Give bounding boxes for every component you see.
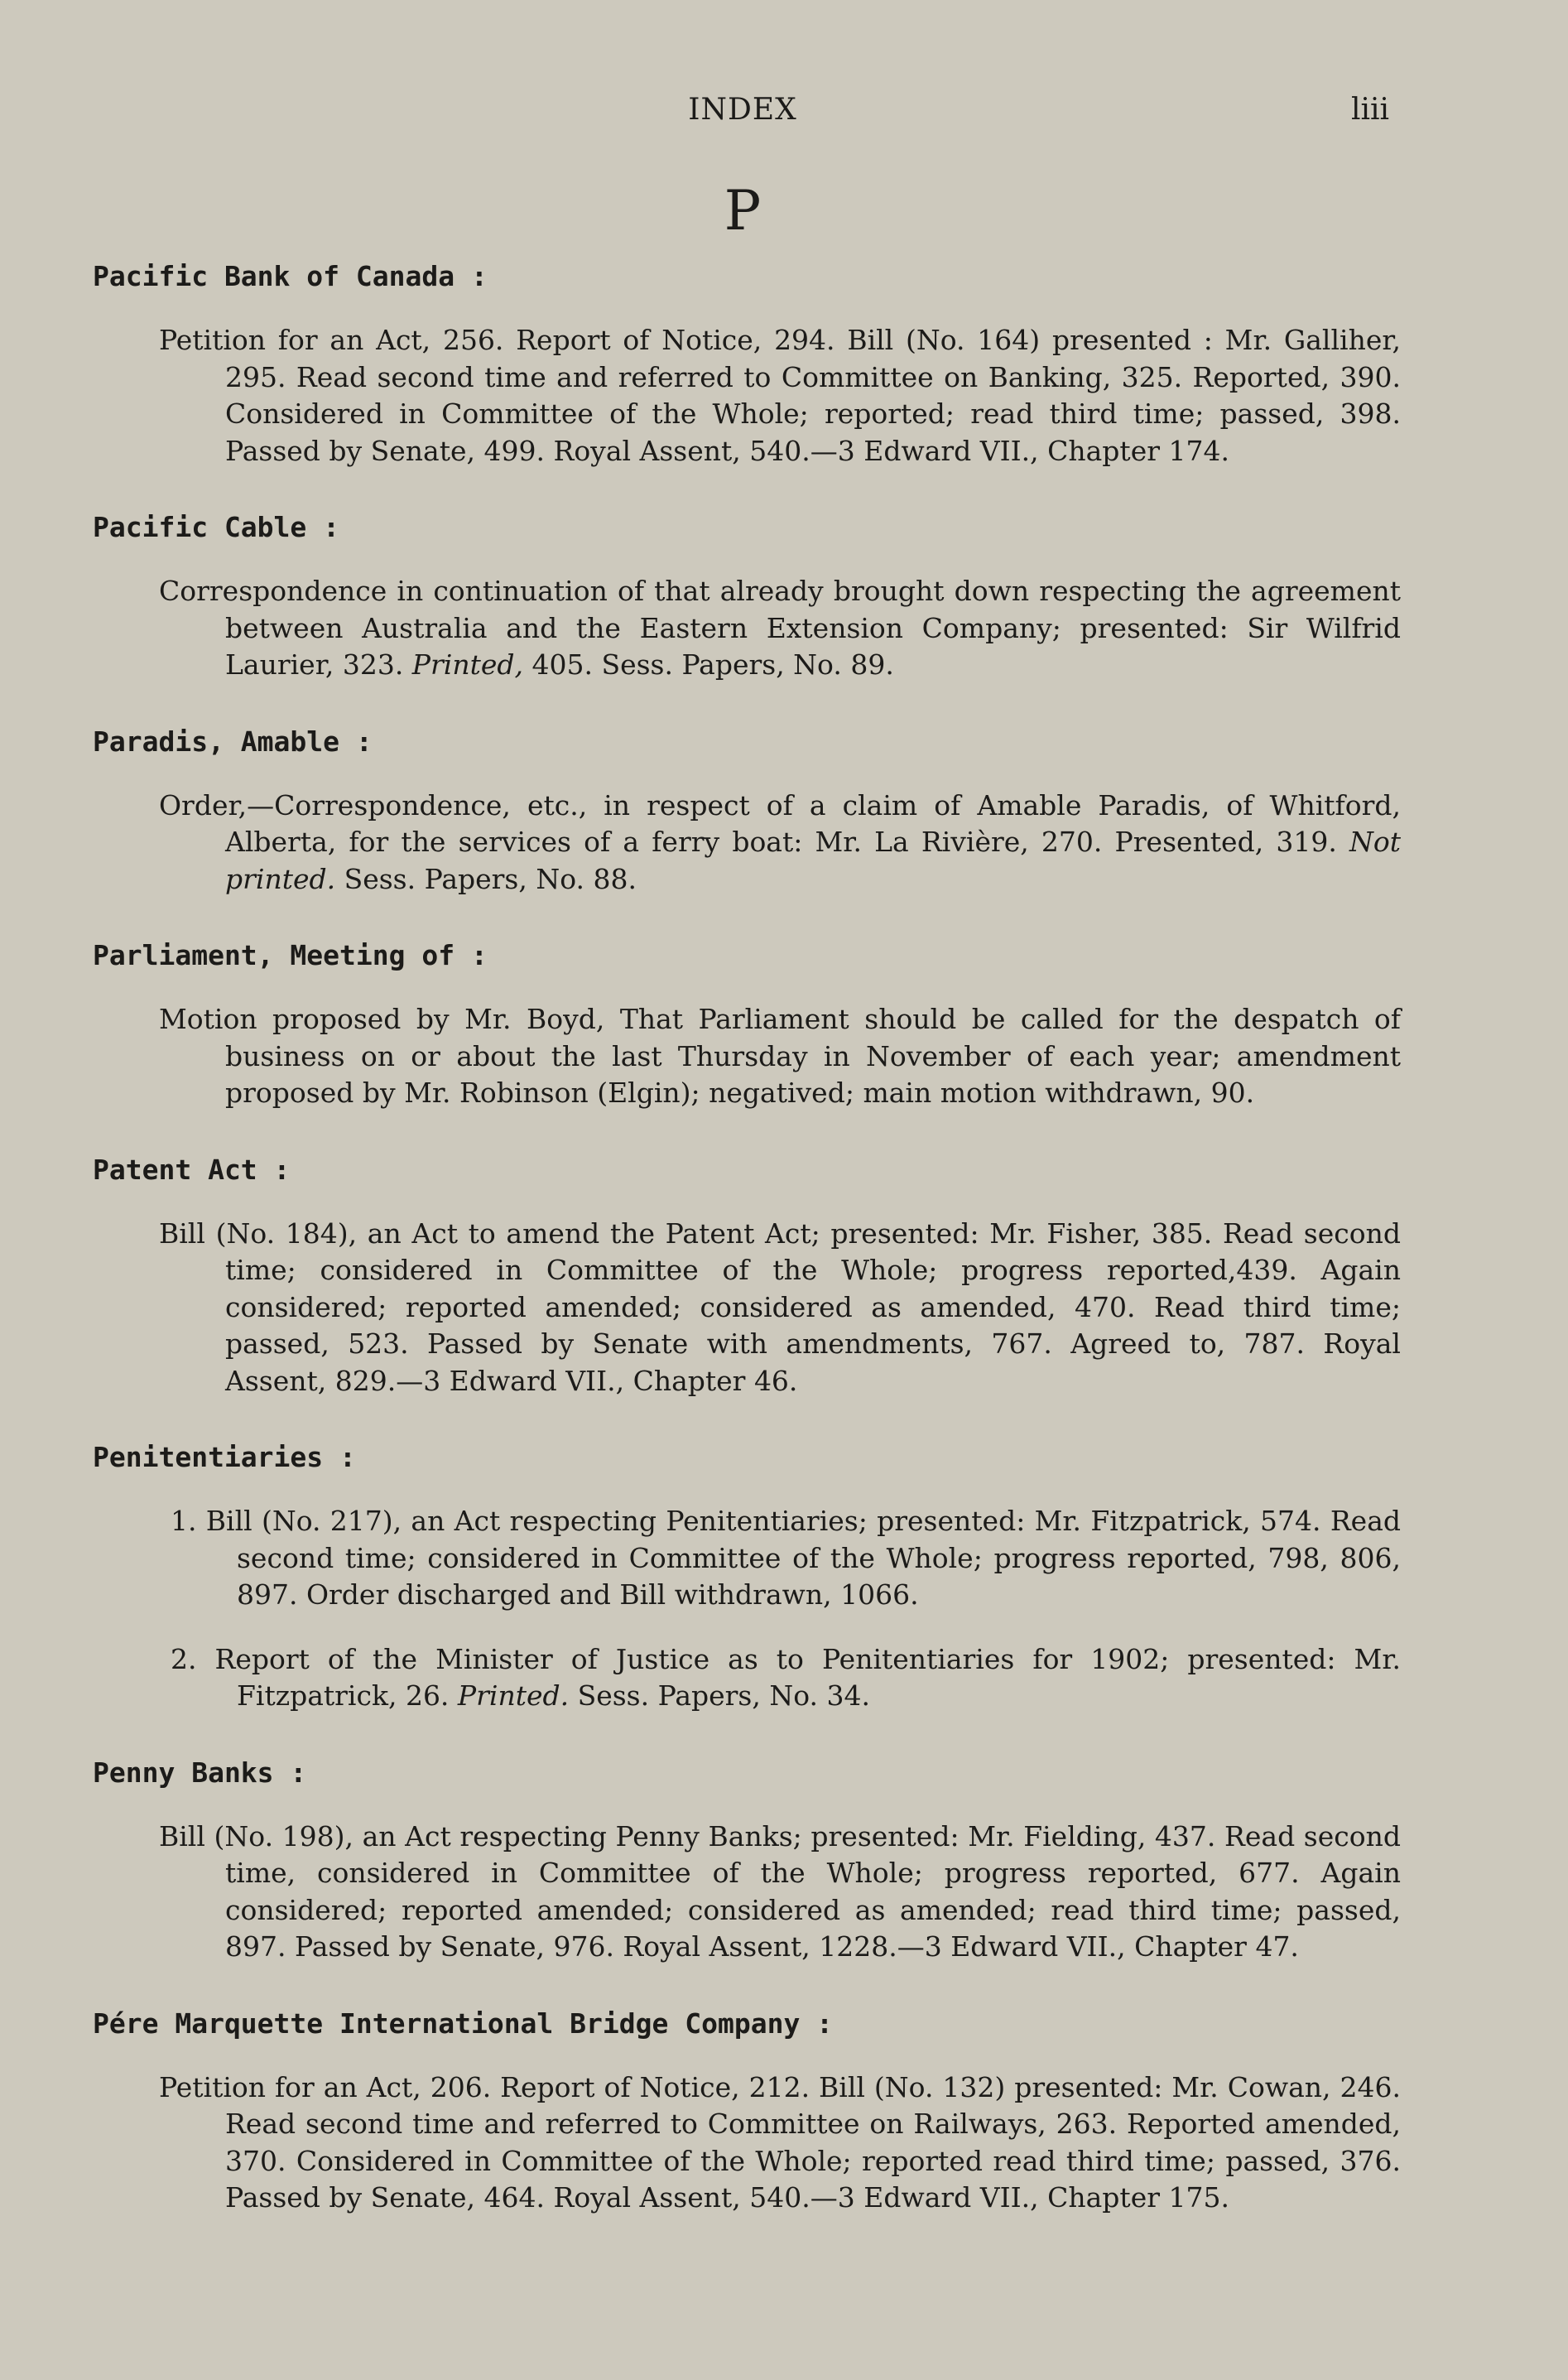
index-entry (93, 2006, 1401, 2217)
entry-text-part: Sess. Papers, No. 34. (569, 1679, 870, 1712)
entry-heading: Pacific Cable : (93, 511, 340, 543)
entry-heading: Pacific Bank of Canada : (93, 260, 488, 292)
entry-text: Petition for an Act, 256. Report of Notice, 294. Bill (No. 164) presented : Mr. Galliher, 295. Read second time and referred to Committee on Banking, 325. Reported, 390. Considered in Committee of the Whole; reported; read third time; passed, 398. Passed by Senate, 499. Royal Assent, 540.—3 Edward VII., Chapter 174. (159, 324, 1401, 467)
entry-text: Bill (No. 198), an Act respecting Penny Banks; presented: Mr. Fielding, 437. Read second time, considered in Committee of the Whole; progress reported, 677. Again considered; reported amended; considered as amended; read third time; passed, 897. Passed by Senate, 976. Royal Assent, 1228.—3 Edward VII., Chapter 47. (159, 1819, 1401, 1963)
entry-heading: Penitentiaries : (93, 1441, 356, 1473)
entry-heading: Pére Marquette International Bridge Company : (93, 2007, 834, 2040)
entry-text-part: Order,—Correspondence, etc., in respect of a claim of Amable Paradis, of Whitford, Alberta, for the services of a ferry boat: Mr. La Rivière, 270. Presented, 319. (159, 788, 1401, 858)
entry-text-italic: Not printed. (225, 826, 1401, 895)
entry-text (171, 1641, 1401, 1715)
index-entry (93, 937, 1401, 1112)
entry-heading: Penny Banks : (93, 1756, 307, 1789)
entry-text-part: Sess. Papers, No. 88. (335, 862, 637, 895)
index-entry (93, 1439, 1401, 1715)
entry-heading: Patent Act : (93, 1153, 291, 1186)
entry-text: 1. Bill (No. 217), an Act respecting Penitentiaries; presented: Mr. Fitzpatrick, 574. Read second time; considered in Committee of the Whole; progress reported, 798, 806, 897. Order discharged and Bill withdrawn, 1066. (171, 1505, 1401, 1611)
entry-text-italic: Printed, (411, 648, 523, 681)
section-letter: P (724, 179, 762, 243)
entry-text: Bill (No. 184), an Act to amend the Patent Act; presented: Mr. Fisher, 385. Read second time; considered in Committee of the Whole; progress reported,439. Again considered; reported amended; considered as amended, 470. Read third time; passed, 523. Passed by Senate with amendments, 767. Agreed to, 787. Royal Assent, 829.—3 Edward VII., Chapter 46. (159, 1216, 1401, 1397)
index-entry (93, 1755, 1401, 1966)
entry-heading: Paradis, Amable : (93, 725, 373, 758)
index-entry (93, 1152, 1401, 1400)
index-entry (93, 724, 1401, 899)
index-entry (93, 258, 1401, 470)
running-head (0, 93, 1568, 134)
entry-text: Motion proposed by Mr. Boyd, That Parliament should be called for the despatch of business on or about the last Thursday in November of each year; amendment proposed by Mr. Robinson (Elgin); negatived; main motion withdrawn, 90. (159, 1003, 1401, 1109)
entry-text (159, 573, 1401, 684)
entry-text: Petition for an Act, 206. Report of Notice, 212. Bill (No. 132) presented: Mr. Cowan, 246. Read second time and referred to Committee on Railways, 263. Reported amended, 370. Considered in Committee of the Whole; reported read third time; passed, 376. Passed by Senate, 464. Royal Assent, 540.—3 Edward VII., Chapter 175. (159, 2070, 1401, 2214)
entry-text-italic: Printed. (457, 1679, 570, 1712)
index-entries (93, 258, 1401, 2257)
entry-text (159, 788, 1401, 899)
index-entry (93, 509, 1401, 684)
running-title: INDEX (688, 93, 797, 127)
entry-text-part: 405. Sess. Papers, No. 89. (523, 648, 894, 681)
entry-text-part: Correspondence in continuation of that already brought down respecting the agreement between Australia and the Eastern Extension Company; presented: Sir Wilfrid Laurier, 323. (159, 575, 1401, 681)
entry-text-part: 2. Report of the Minister of Justice as to Penitentiaries for 1902; presented: Mr. Fitzpatrick, 26. (171, 1642, 1401, 1712)
page-number: liii (1350, 93, 1389, 127)
entry-heading: Parliament, Meeting of : (93, 939, 488, 971)
